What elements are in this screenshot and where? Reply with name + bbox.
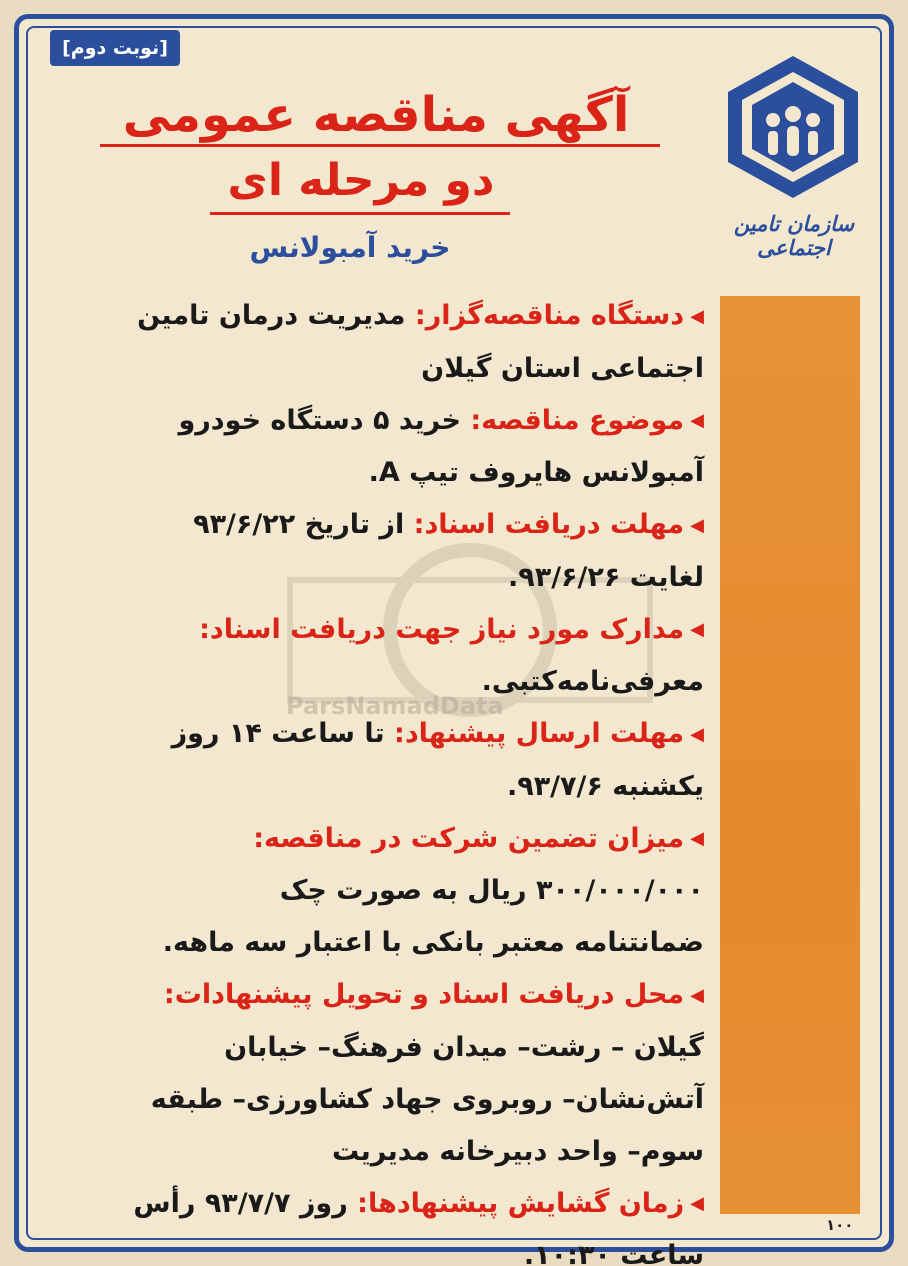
subtitle: خرید آمبولانس [249, 231, 451, 264]
logo-text: سازمان تامین اجتماعی [733, 212, 855, 260]
bullet-icon: ◀ [690, 828, 704, 849]
item-required-documents: ◀مدارک مورد نیاز جهت دریافت اسناد: معرفی‌نامه‌کتبی. [199, 613, 704, 697]
item-opening-time: ◀زمان گشایش پیشنهادها: روز ۹۳/۷/۷ رأس ساعت ۱۰:۳۰. [133, 1187, 704, 1266]
item-organizer: ◀دستگاه مناقصه‌گزار: مدیریت درمان تامین اجتماعی استان گیلان [137, 300, 704, 384]
item-location: ◀محل دریافت اسناد و تحویل پیشنهادات: گیلان – رشت– میدان فرهنگ– خیابان آتش‌نشان– روبروی جهاد کشاورزی– طبقه سوم– واحد دبیرخانه مدیریت [150, 979, 704, 1167]
bullet-icon: ◀ [690, 1193, 704, 1214]
title-line-2: دو مرحله ای [227, 155, 495, 206]
page-number: ۱۰۰ [826, 1216, 854, 1234]
title-underline-2 [210, 212, 510, 215]
item-subject: ◀موضوع مناقصه: خرید ۵ دستگاه خودرو آمبولانس هایروف تیپ A. [178, 404, 704, 488]
bullet-icon: ◀ [690, 410, 704, 431]
item-guarantee: ◀میزان تضمین شرکت در مناقصه: ۳۰۰/۰۰۰/۰۰۰ ریال به صورت چک ضمانتنامه معتبر بانکی با اعتبار سه ماهه. [162, 822, 704, 958]
item-document-deadline: ◀مهلت دریافت اسناد: از تاریخ ۹۳/۶/۲۲ لغایت ۹۳/۶/۲۶. [193, 509, 704, 593]
round-badge: [نوبت دوم] [50, 30, 180, 66]
watermark-text: ParsNamadData [286, 692, 504, 720]
ad-content [54, 290, 704, 1266]
bullet-icon: ◀ [690, 723, 704, 745]
orange-side-bar [720, 296, 860, 1214]
bullet-icon: ◀ [690, 514, 704, 536]
social-security-logo-icon [718, 52, 868, 202]
item-submission-deadline: ◀مهلت ارسال پیشنهاد: تا ساعت ۱۴ روز یکشنبه ۹۳/۷/۶. [171, 718, 704, 802]
title-underline-1 [100, 144, 660, 147]
bullet-icon: ◀ [690, 984, 704, 1006]
bullet-icon: ◀ [690, 619, 704, 640]
bullet-icon: ◀ [690, 305, 704, 327]
title-line-1: آگهی مناقصه عمومی [122, 87, 630, 143]
